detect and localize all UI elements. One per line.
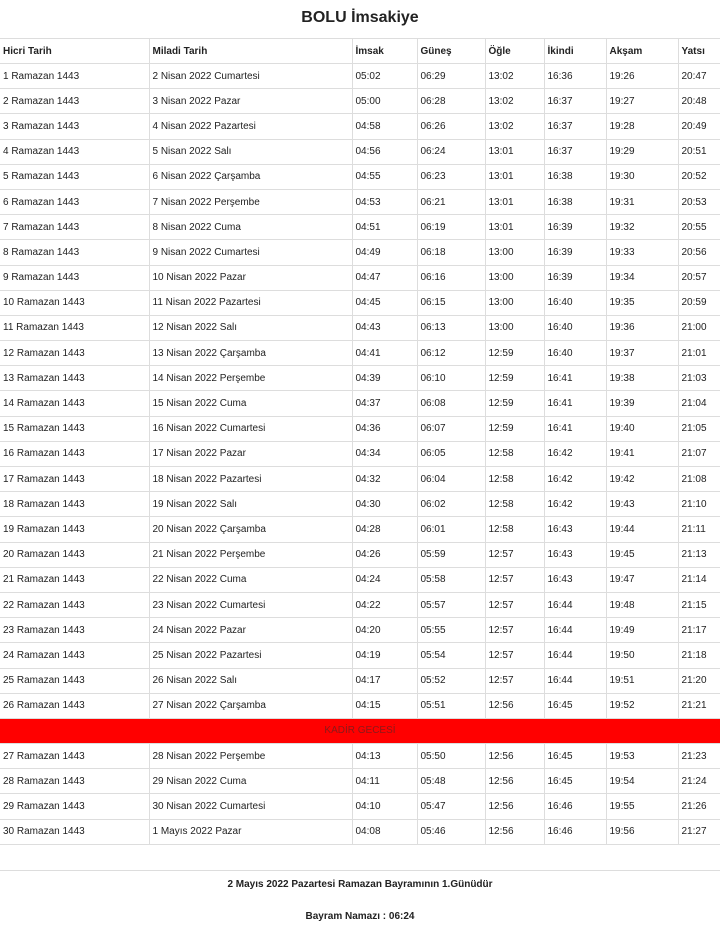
cell-aksam: 19:43	[606, 492, 678, 517]
table-row	[0, 265, 720, 290]
cell-miladi-tarih: 17 Nisan 2022 Pazar	[149, 441, 352, 466]
cell-ogle: 12:56	[485, 744, 544, 769]
cell-ogle: 12:57	[485, 592, 544, 617]
table-row	[0, 139, 720, 164]
cell-gunes: 05:50	[417, 744, 485, 769]
cell-gunes: 05:48	[417, 769, 485, 794]
cell-ogle: 12:56	[485, 693, 544, 718]
cell-gunes: 06:16	[417, 265, 485, 290]
cell-aksam: 19:28	[606, 114, 678, 139]
cell-miladi-tarih: 15 Nisan 2022 Cuma	[149, 391, 352, 416]
header-hicri-tarih: Hicri Tarih	[0, 39, 149, 64]
cell-imsak: 04:32	[352, 467, 417, 492]
cell-ogle: 13:00	[485, 240, 544, 265]
cell-imsak: 04:58	[352, 114, 417, 139]
cell-aksam: 19:36	[606, 315, 678, 340]
cell-yatsi: 21:17	[678, 618, 720, 643]
cell-ogle: 12:59	[485, 366, 544, 391]
cell-hicri-tarih: 15 Ramazan 1443	[0, 416, 149, 441]
cell-miladi-tarih: 9 Nisan 2022 Cumartesi	[149, 240, 352, 265]
cell-aksam: 19:44	[606, 517, 678, 542]
cell-miladi-tarih: 25 Nisan 2022 Pazartesi	[149, 643, 352, 668]
cell-yatsi: 20:59	[678, 290, 720, 315]
header-ikindi: İkindi	[544, 39, 606, 64]
cell-ogle: 13:01	[485, 215, 544, 240]
cell-ikindi: 16:44	[544, 668, 606, 693]
cell-ogle: 12:59	[485, 391, 544, 416]
cell-hicri-tarih: 2 Ramazan 1443	[0, 89, 149, 114]
cell-miladi-tarih: 5 Nisan 2022 Salı	[149, 139, 352, 164]
table-row	[0, 391, 720, 416]
table-row	[0, 467, 720, 492]
cell-imsak: 04:26	[352, 542, 417, 567]
table-row	[0, 89, 720, 114]
cell-hicri-tarih: 7 Ramazan 1443	[0, 215, 149, 240]
cell-yatsi: 21:20	[678, 668, 720, 693]
kadir-gecesi-label: KADİR GECESİ	[0, 718, 720, 743]
cell-ogle: 12:57	[485, 643, 544, 668]
cell-hicri-tarih: 5 Ramazan 1443	[0, 164, 149, 189]
cell-yatsi: 21:10	[678, 492, 720, 517]
header-imsak: İmsak	[352, 39, 417, 64]
cell-aksam: 19:41	[606, 441, 678, 466]
cell-ikindi: 16:43	[544, 567, 606, 592]
cell-miladi-tarih: 30 Nisan 2022 Cumartesi	[149, 794, 352, 819]
cell-ogle: 13:00	[485, 265, 544, 290]
cell-ogle: 13:01	[485, 164, 544, 189]
cell-ogle: 13:01	[485, 139, 544, 164]
cell-miladi-tarih: 8 Nisan 2022 Cuma	[149, 215, 352, 240]
cell-hicri-tarih: 12 Ramazan 1443	[0, 341, 149, 366]
cell-imsak: 04:53	[352, 189, 417, 214]
cell-aksam: 19:35	[606, 290, 678, 315]
cell-gunes: 06:24	[417, 139, 485, 164]
cell-aksam: 19:29	[606, 139, 678, 164]
cell-yatsi: 21:13	[678, 542, 720, 567]
cell-ogle: 13:02	[485, 64, 544, 89]
table-row	[0, 542, 720, 567]
cell-ikindi: 16:38	[544, 189, 606, 214]
cell-aksam: 19:38	[606, 366, 678, 391]
cell-imsak: 04:24	[352, 567, 417, 592]
cell-ikindi: 16:39	[544, 265, 606, 290]
cell-ikindi: 16:42	[544, 492, 606, 517]
cell-ikindi: 16:36	[544, 64, 606, 89]
cell-aksam: 19:30	[606, 164, 678, 189]
cell-miladi-tarih: 2 Nisan 2022 Cumartesi	[149, 64, 352, 89]
cell-ogle: 13:01	[485, 189, 544, 214]
table-row	[0, 366, 720, 391]
cell-hicri-tarih: 30 Ramazan 1443	[0, 819, 149, 844]
header-yatsi: Yatsı	[678, 39, 720, 64]
cell-gunes: 06:23	[417, 164, 485, 189]
cell-imsak: 04:28	[352, 517, 417, 542]
cell-miladi-tarih: 7 Nisan 2022 Perşembe	[149, 189, 352, 214]
cell-gunes: 05:57	[417, 592, 485, 617]
cell-yatsi: 20:57	[678, 265, 720, 290]
cell-yatsi: 20:47	[678, 64, 720, 89]
cell-imsak: 04:30	[352, 492, 417, 517]
table-row	[0, 492, 720, 517]
cell-gunes: 06:15	[417, 290, 485, 315]
cell-hicri-tarih: 8 Ramazan 1443	[0, 240, 149, 265]
cell-hicri-tarih: 11 Ramazan 1443	[0, 315, 149, 340]
cell-aksam: 19:50	[606, 643, 678, 668]
cell-ogle: 12:58	[485, 517, 544, 542]
cell-aksam: 19:53	[606, 744, 678, 769]
cell-imsak: 04:34	[352, 441, 417, 466]
cell-aksam: 19:55	[606, 794, 678, 819]
cell-imsak: 04:39	[352, 366, 417, 391]
cell-yatsi: 21:15	[678, 592, 720, 617]
table-body	[0, 64, 720, 845]
cell-imsak: 04:19	[352, 643, 417, 668]
table-row	[0, 416, 720, 441]
cell-ikindi: 16:37	[544, 89, 606, 114]
cell-yatsi: 21:03	[678, 366, 720, 391]
cell-miladi-tarih: 26 Nisan 2022 Salı	[149, 668, 352, 693]
cell-hicri-tarih: 6 Ramazan 1443	[0, 189, 149, 214]
cell-miladi-tarih: 1 Mayıs 2022 Pazar	[149, 819, 352, 844]
cell-hicri-tarih: 27 Ramazan 1443	[0, 744, 149, 769]
cell-miladi-tarih: 13 Nisan 2022 Çarşamba	[149, 341, 352, 366]
table-row	[0, 592, 720, 617]
cell-yatsi: 20:56	[678, 240, 720, 265]
table-row	[0, 315, 720, 340]
cell-ogle: 12:56	[485, 819, 544, 844]
cell-imsak: 04:51	[352, 215, 417, 240]
cell-gunes: 06:10	[417, 366, 485, 391]
cell-ogle: 13:02	[485, 89, 544, 114]
cell-gunes: 05:47	[417, 794, 485, 819]
cell-miladi-tarih: 29 Nisan 2022 Cuma	[149, 769, 352, 794]
bayram-date-text: 2 Mayıs 2022 Pazartesi Ramazan Bayramının 1.Günüdür	[227, 878, 493, 890]
table-row	[0, 567, 720, 592]
cell-aksam: 19:33	[606, 240, 678, 265]
cell-aksam: 19:26	[606, 64, 678, 89]
cell-hicri-tarih: 28 Ramazan 1443	[0, 769, 149, 794]
cell-imsak: 04:22	[352, 592, 417, 617]
cell-hicri-tarih: 25 Ramazan 1443	[0, 668, 149, 693]
cell-hicri-tarih: 3 Ramazan 1443	[0, 114, 149, 139]
cell-aksam: 19:54	[606, 769, 678, 794]
cell-aksam: 19:37	[606, 341, 678, 366]
cell-gunes: 05:51	[417, 693, 485, 718]
cell-yatsi: 20:53	[678, 189, 720, 214]
cell-hicri-tarih: 17 Ramazan 1443	[0, 467, 149, 492]
cell-imsak: 04:15	[352, 693, 417, 718]
cell-yatsi: 21:14	[678, 567, 720, 592]
cell-ikindi: 16:39	[544, 240, 606, 265]
cell-gunes: 06:13	[417, 315, 485, 340]
cell-ikindi: 16:37	[544, 114, 606, 139]
cell-ikindi: 16:43	[544, 542, 606, 567]
bayram-namazi-text: Bayram Namazı : 06:24	[305, 910, 415, 922]
cell-aksam: 19:39	[606, 391, 678, 416]
cell-yatsi: 21:08	[678, 467, 720, 492]
cell-hicri-tarih: 29 Ramazan 1443	[0, 794, 149, 819]
cell-ikindi: 16:44	[544, 592, 606, 617]
cell-imsak: 05:02	[352, 64, 417, 89]
cell-ogle: 13:00	[485, 315, 544, 340]
cell-imsak: 04:13	[352, 744, 417, 769]
cell-imsak: 04:43	[352, 315, 417, 340]
cell-gunes: 06:21	[417, 189, 485, 214]
cell-gunes: 06:08	[417, 391, 485, 416]
table-row	[0, 64, 720, 89]
cell-miladi-tarih: 21 Nisan 2022 Perşembe	[149, 542, 352, 567]
cell-yatsi: 21:24	[678, 769, 720, 794]
header-ogle: Öğle	[485, 39, 544, 64]
cell-imsak: 04:56	[352, 139, 417, 164]
header-miladi-tarih: Miladi Tarih	[149, 39, 352, 64]
table-row	[0, 517, 720, 542]
cell-aksam: 19:56	[606, 819, 678, 844]
table-row	[0, 215, 720, 240]
cell-ikindi: 16:39	[544, 215, 606, 240]
table-row	[0, 819, 720, 844]
cell-gunes: 06:01	[417, 517, 485, 542]
cell-gunes: 05:59	[417, 542, 485, 567]
cell-hicri-tarih: 13 Ramazan 1443	[0, 366, 149, 391]
cell-ogle: 12:57	[485, 618, 544, 643]
table-row	[0, 794, 720, 819]
table-row	[0, 643, 720, 668]
cell-yatsi: 20:52	[678, 164, 720, 189]
cell-yatsi: 20:51	[678, 139, 720, 164]
header-aksam: Akşam	[606, 39, 678, 64]
cell-miladi-tarih: 11 Nisan 2022 Pazartesi	[149, 290, 352, 315]
cell-ikindi: 16:41	[544, 391, 606, 416]
cell-ogle: 13:00	[485, 290, 544, 315]
table-row	[0, 164, 720, 189]
cell-aksam: 19:52	[606, 693, 678, 718]
cell-ikindi: 16:41	[544, 416, 606, 441]
cell-gunes: 05:54	[417, 643, 485, 668]
cell-ogle: 12:58	[485, 467, 544, 492]
bayram-note	[0, 870, 720, 922]
table-row	[0, 114, 720, 139]
cell-miladi-tarih: 18 Nisan 2022 Pazartesi	[149, 467, 352, 492]
cell-yatsi: 20:48	[678, 89, 720, 114]
cell-ogle: 13:02	[485, 114, 544, 139]
cell-ogle: 12:56	[485, 794, 544, 819]
page-title: BOLU İmsakiye	[301, 9, 419, 26]
cell-ogle: 12:59	[485, 416, 544, 441]
cell-ikindi: 16:40	[544, 315, 606, 340]
cell-ikindi: 16:37	[544, 139, 606, 164]
cell-aksam: 19:32	[606, 215, 678, 240]
cell-yatsi: 21:04	[678, 391, 720, 416]
cell-hicri-tarih: 21 Ramazan 1443	[0, 567, 149, 592]
cell-ikindi: 16:45	[544, 769, 606, 794]
cell-ikindi: 16:38	[544, 164, 606, 189]
cell-hicri-tarih: 19 Ramazan 1443	[0, 517, 149, 542]
table-row	[0, 769, 720, 794]
cell-yatsi: 21:27	[678, 819, 720, 844]
cell-hicri-tarih: 1 Ramazan 1443	[0, 64, 149, 89]
cell-imsak: 04:17	[352, 668, 417, 693]
cell-hicri-tarih: 24 Ramazan 1443	[0, 643, 149, 668]
cell-aksam: 19:27	[606, 89, 678, 114]
table-header-row	[0, 39, 720, 64]
cell-imsak: 04:11	[352, 769, 417, 794]
cell-gunes: 06:28	[417, 89, 485, 114]
cell-aksam: 19:31	[606, 189, 678, 214]
header-gunes: Güneş	[417, 39, 485, 64]
cell-hicri-tarih: 16 Ramazan 1443	[0, 441, 149, 466]
cell-ikindi: 16:45	[544, 693, 606, 718]
cell-imsak: 04:20	[352, 618, 417, 643]
cell-miladi-tarih: 3 Nisan 2022 Pazar	[149, 89, 352, 114]
cell-aksam: 19:47	[606, 567, 678, 592]
table-row	[0, 441, 720, 466]
cell-ikindi: 16:45	[544, 744, 606, 769]
cell-ogle: 12:57	[485, 567, 544, 592]
cell-ikindi: 16:44	[544, 618, 606, 643]
cell-ogle: 12:56	[485, 769, 544, 794]
cell-aksam: 19:40	[606, 416, 678, 441]
cell-ikindi: 16:42	[544, 441, 606, 466]
cell-miladi-tarih: 14 Nisan 2022 Perşembe	[149, 366, 352, 391]
cell-ogle: 12:58	[485, 441, 544, 466]
cell-hicri-tarih: 9 Ramazan 1443	[0, 265, 149, 290]
cell-miladi-tarih: 24 Nisan 2022 Pazar	[149, 618, 352, 643]
cell-aksam: 19:49	[606, 618, 678, 643]
cell-imsak: 05:00	[352, 89, 417, 114]
cell-miladi-tarih: 19 Nisan 2022 Salı	[149, 492, 352, 517]
cell-miladi-tarih: 4 Nisan 2022 Pazartesi	[149, 114, 352, 139]
cell-miladi-tarih: 28 Nisan 2022 Perşembe	[149, 744, 352, 769]
cell-ikindi: 16:46	[544, 794, 606, 819]
cell-ikindi: 16:41	[544, 366, 606, 391]
cell-miladi-tarih: 27 Nisan 2022 Çarşamba	[149, 693, 352, 718]
cell-miladi-tarih: 6 Nisan 2022 Çarşamba	[149, 164, 352, 189]
cell-miladi-tarih: 16 Nisan 2022 Cumartesi	[149, 416, 352, 441]
cell-hicri-tarih: 14 Ramazan 1443	[0, 391, 149, 416]
cell-miladi-tarih: 12 Nisan 2022 Salı	[149, 315, 352, 340]
cell-hicri-tarih: 4 Ramazan 1443	[0, 139, 149, 164]
imsakiye-table	[0, 38, 720, 845]
cell-gunes: 06:05	[417, 441, 485, 466]
cell-imsak: 04:41	[352, 341, 417, 366]
table-row	[0, 618, 720, 643]
cell-gunes: 06:04	[417, 467, 485, 492]
cell-yatsi: 21:23	[678, 744, 720, 769]
cell-hicri-tarih: 26 Ramazan 1443	[0, 693, 149, 718]
cell-imsak: 04:55	[352, 164, 417, 189]
cell-yatsi: 21:01	[678, 341, 720, 366]
table-row	[0, 693, 720, 718]
cell-hicri-tarih: 23 Ramazan 1443	[0, 618, 149, 643]
cell-miladi-tarih: 20 Nisan 2022 Çarşamba	[149, 517, 352, 542]
cell-ikindi: 16:42	[544, 467, 606, 492]
cell-miladi-tarih: 22 Nisan 2022 Cuma	[149, 567, 352, 592]
cell-gunes: 05:52	[417, 668, 485, 693]
cell-aksam: 19:51	[606, 668, 678, 693]
cell-imsak: 04:36	[352, 416, 417, 441]
cell-aksam: 19:45	[606, 542, 678, 567]
cell-yatsi: 21:11	[678, 517, 720, 542]
cell-aksam: 19:48	[606, 592, 678, 617]
cell-ikindi: 16:40	[544, 341, 606, 366]
cell-ikindi: 16:43	[544, 517, 606, 542]
cell-aksam: 19:42	[606, 467, 678, 492]
cell-imsak: 04:49	[352, 240, 417, 265]
cell-yatsi: 21:05	[678, 416, 720, 441]
cell-ogle: 12:57	[485, 542, 544, 567]
cell-hicri-tarih: 20 Ramazan 1443	[0, 542, 149, 567]
cell-ikindi: 16:40	[544, 290, 606, 315]
cell-yatsi: 20:55	[678, 215, 720, 240]
cell-gunes: 06:02	[417, 492, 485, 517]
cell-yatsi: 21:00	[678, 315, 720, 340]
cell-yatsi: 21:18	[678, 643, 720, 668]
cell-yatsi: 21:21	[678, 693, 720, 718]
cell-hicri-tarih: 10 Ramazan 1443	[0, 290, 149, 315]
table-row	[0, 189, 720, 214]
cell-yatsi: 20:49	[678, 114, 720, 139]
cell-ogle: 12:57	[485, 668, 544, 693]
cell-ikindi: 16:46	[544, 819, 606, 844]
cell-gunes: 05:58	[417, 567, 485, 592]
cell-aksam: 19:34	[606, 265, 678, 290]
kadir-gecesi-row	[0, 718, 720, 743]
cell-ogle: 12:59	[485, 341, 544, 366]
cell-miladi-tarih: 23 Nisan 2022 Cumartesi	[149, 592, 352, 617]
cell-imsak: 04:37	[352, 391, 417, 416]
cell-miladi-tarih: 10 Nisan 2022 Pazar	[149, 265, 352, 290]
cell-gunes: 06:26	[417, 114, 485, 139]
cell-gunes: 06:18	[417, 240, 485, 265]
cell-imsak: 04:10	[352, 794, 417, 819]
cell-imsak: 04:45	[352, 290, 417, 315]
cell-imsak: 04:47	[352, 265, 417, 290]
table-row	[0, 341, 720, 366]
cell-gunes: 05:46	[417, 819, 485, 844]
cell-gunes: 05:55	[417, 618, 485, 643]
cell-ikindi: 16:44	[544, 643, 606, 668]
cell-gunes: 06:19	[417, 215, 485, 240]
cell-imsak: 04:08	[352, 819, 417, 844]
cell-hicri-tarih: 18 Ramazan 1443	[0, 492, 149, 517]
cell-gunes: 06:29	[417, 64, 485, 89]
cell-ogle: 12:58	[485, 492, 544, 517]
cell-hicri-tarih: 22 Ramazan 1443	[0, 592, 149, 617]
cell-yatsi: 21:26	[678, 794, 720, 819]
table-row	[0, 240, 720, 265]
cell-gunes: 06:07	[417, 416, 485, 441]
cell-yatsi: 21:07	[678, 441, 720, 466]
table-row	[0, 290, 720, 315]
cell-gunes: 06:12	[417, 341, 485, 366]
table-row	[0, 668, 720, 693]
table-row	[0, 744, 720, 769]
